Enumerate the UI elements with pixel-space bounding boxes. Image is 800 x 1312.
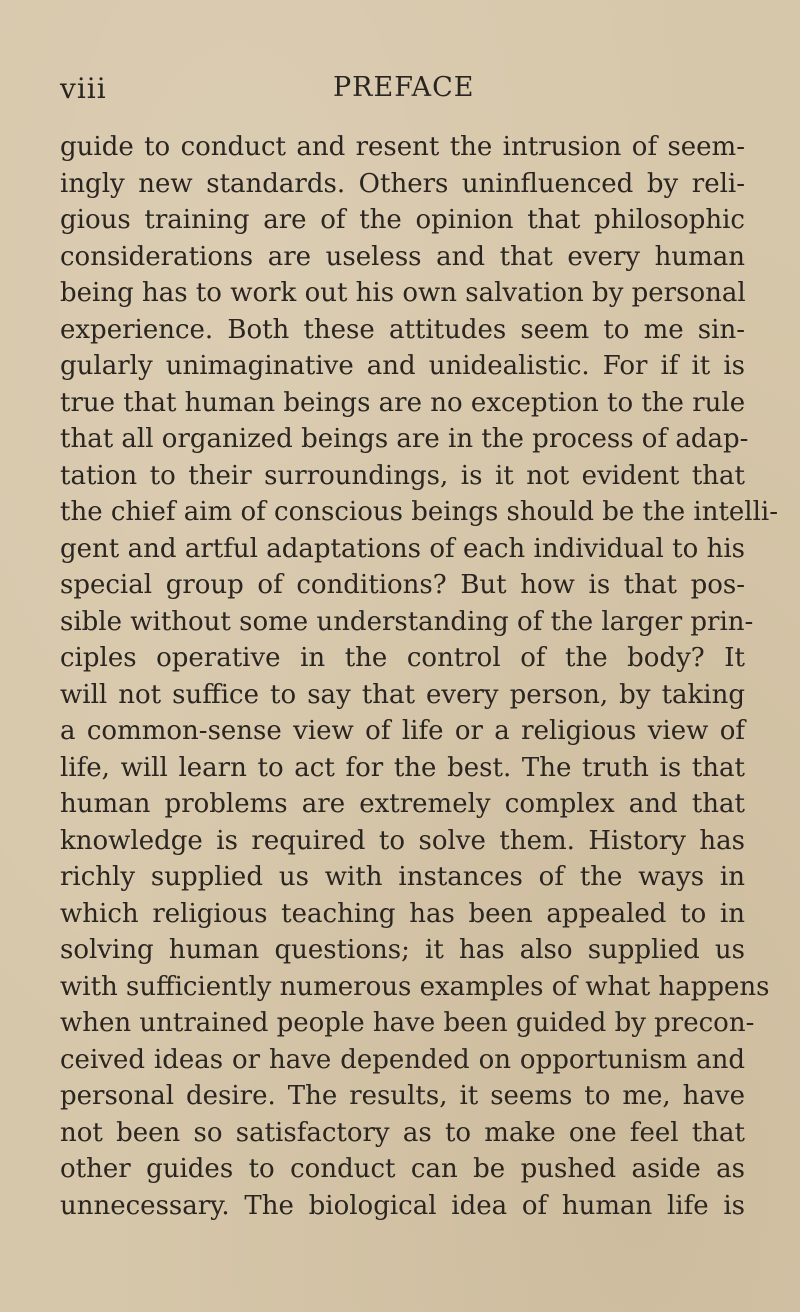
text-line: personal desire. The results, it seems to me, have bbox=[60, 1081, 745, 1111]
text-line: life, will learn to act for the best. The truth is that bbox=[60, 752, 745, 783]
running-head bbox=[60, 72, 740, 112]
page-number: viii bbox=[60, 72, 107, 105]
text-line: gent and artful adaptations of each individual to his bbox=[60, 533, 745, 564]
text-line: special group of conditions? But how is that pos- bbox=[60, 570, 745, 600]
text-line: with sufficiently numerous examples of what happens bbox=[60, 971, 770, 1002]
text-line: knowledge is required to solve them. History has bbox=[60, 825, 745, 856]
text-line: solving human questions; it has also supplied us bbox=[60, 935, 745, 965]
text-line: richly supplied us with instances of the ways in bbox=[60, 862, 745, 892]
text-line: that all organized beings are in the process of adap- bbox=[60, 424, 749, 454]
text-line: ceived ideas or have depended on opportunism and bbox=[60, 1044, 745, 1075]
body-text bbox=[60, 129, 779, 1224]
text-line: being has to work out his own salvation by personal bbox=[60, 278, 746, 308]
text-line: other guides to conduct can be pushed aside as bbox=[60, 1154, 745, 1184]
running-title: PREFACE bbox=[333, 72, 475, 103]
text-line: human problems are extremely complex and that bbox=[60, 789, 745, 819]
text-line: gularly unimaginative and unidealistic. For if it is bbox=[60, 351, 745, 381]
text-line: the chief aim of conscious beings should be the intelli- bbox=[60, 497, 779, 527]
text-line: not been so satisfactory as to make one feel that bbox=[60, 1117, 745, 1148]
text-line: a common-sense view of life or a religious view of bbox=[60, 716, 745, 746]
text-line: will not suffice to say that every person, by taking bbox=[60, 679, 745, 710]
text-line: experience. Both these attitudes seem to me sin- bbox=[60, 314, 745, 345]
text-line: true that human beings are no exception to the rule bbox=[60, 387, 746, 418]
text-line: unnecessary. The biological idea of human life is bbox=[60, 1190, 745, 1221]
text-line: guide to conduct and resent the intrusion of seem- bbox=[60, 132, 745, 162]
text-line: gious training are of the opinion that philosophic bbox=[60, 205, 745, 235]
text-line: when untrained people have been guided by precon- bbox=[60, 1008, 755, 1038]
text-line: sible without some understanding of the larger prin- bbox=[60, 606, 754, 637]
text-line: considerations are useless and that every human bbox=[60, 241, 745, 272]
text-line: ingly new standards. Others uninfluenced by reli- bbox=[60, 168, 745, 199]
text-line: ciples operative in the control of the body? It bbox=[60, 643, 745, 673]
text-line: which religious teaching has been appealed to in bbox=[60, 898, 745, 929]
text-line: tation to their surroundings, is it not evident that bbox=[60, 460, 745, 491]
